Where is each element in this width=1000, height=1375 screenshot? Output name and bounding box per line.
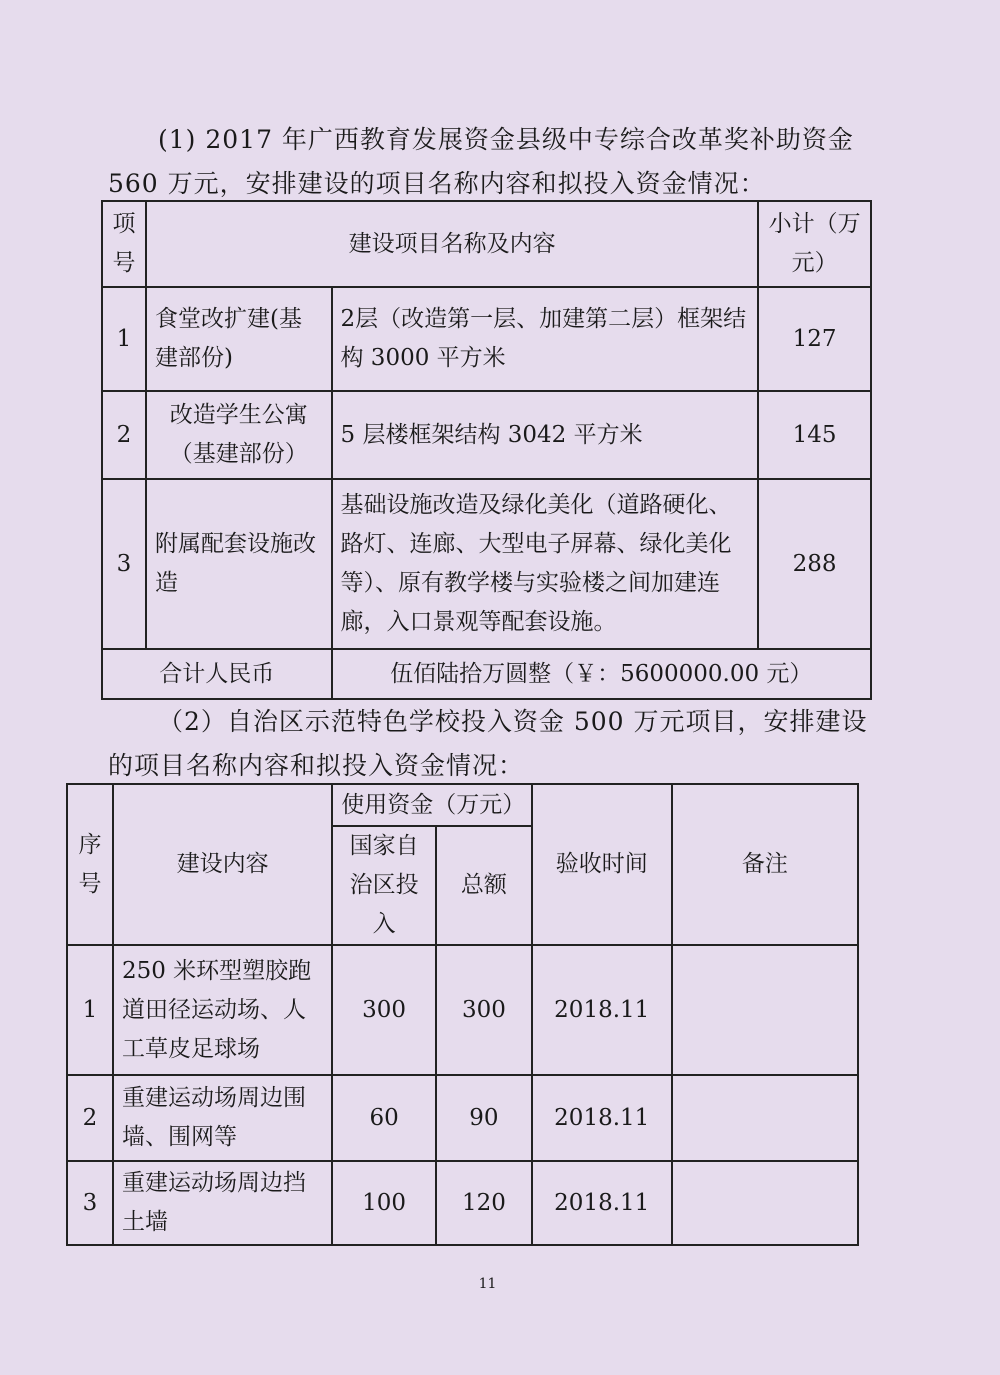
col-header-note: 备注 <box>672 784 858 945</box>
section1-intro: (1) 2017 年广西教育发展资金县级中专综合改革奖补助资金 560 万元，安排建设的项目名称内容和拟投入资金情况： <box>108 125 854 198</box>
col-header-check-time: 验收时间 <box>532 784 672 945</box>
table-row <box>102 287 871 391</box>
col-header-content: 建设内容 <box>113 784 332 945</box>
project-table-1 <box>101 200 872 700</box>
row-no: 2 <box>102 391 146 479</box>
row-total: 120 <box>436 1161 532 1245</box>
row-no: 1 <box>102 287 146 391</box>
table1-header-row <box>102 201 871 287</box>
row-note <box>672 1075 858 1161</box>
row-name: 食堂改扩建(基建部份) <box>146 287 332 391</box>
table-row <box>102 479 871 649</box>
row-gov: 100 <box>332 1161 436 1245</box>
project-table-2 <box>66 783 859 1246</box>
total-value: 伍佰陆拾万圆整（￥：5600000.00 元） <box>332 649 872 699</box>
row-no: 3 <box>67 1161 113 1245</box>
col-header-content: 建设项目名称及内容 <box>146 201 758 287</box>
row-amount: 127 <box>758 287 871 391</box>
row-name: 改造学生公寓（基建部份） <box>146 391 332 479</box>
page-number: 11 <box>478 1276 497 1292</box>
total-label: 合计人民币 <box>102 649 332 699</box>
row-no: 3 <box>102 479 146 649</box>
col-header-total: 总额 <box>436 826 532 945</box>
row-detail: 基础设施改造及绿化美化（道路硬化、路灯、连廊、大型电子屏幕、绿化美化等）、原有教学楼与实验楼之间加建连廊，入口景观等配套设施。 <box>332 479 759 649</box>
col-header-funds: 使用资金（万元） <box>332 784 532 826</box>
table-row <box>67 1161 858 1245</box>
row-no: 2 <box>67 1075 113 1161</box>
row-note <box>672 1161 858 1245</box>
row-content: 重建运动场周边围墙、围网等 <box>113 1075 332 1161</box>
row-content: 重建运动场周边挡土墙 <box>113 1161 332 1245</box>
col-header-gov: 国家自治区投入 <box>332 826 436 945</box>
row-total: 300 <box>436 945 532 1075</box>
row-amount: 288 <box>758 479 871 649</box>
row-date: 2018.11 <box>532 1075 672 1161</box>
col-header-no: 项号 <box>102 201 146 287</box>
row-amount: 145 <box>758 391 871 479</box>
row-date: 2018.11 <box>532 1161 672 1245</box>
col-header-subtotal: 小计（万元） <box>758 201 871 287</box>
table-row <box>102 391 871 479</box>
row-detail: 5 层楼框架结构 3042 平方米 <box>332 391 759 479</box>
row-content: 250 米环型塑胶跑道田径运动场、人工草皮足球场 <box>113 945 332 1075</box>
section2-intro: （2）自治区示范特色学校投入资金 500 万元项目，安排建设的项目名称内容和拟投入资金情况： <box>108 707 868 780</box>
table-row <box>67 1075 858 1161</box>
row-name: 附属配套设施改造 <box>146 479 332 649</box>
table1-total-row <box>102 649 871 699</box>
row-note <box>672 945 858 1075</box>
col-header-no: 序号 <box>67 784 113 945</box>
row-date: 2018.11 <box>532 945 672 1075</box>
row-no: 1 <box>67 945 113 1075</box>
row-gov: 60 <box>332 1075 436 1161</box>
row-total: 90 <box>436 1075 532 1161</box>
table2-header-row <box>67 784 858 826</box>
table-row <box>67 945 858 1075</box>
row-gov: 300 <box>332 945 436 1075</box>
row-detail: 2层（改造第一层、加建第二层）框架结构 3000 平方米 <box>332 287 759 391</box>
